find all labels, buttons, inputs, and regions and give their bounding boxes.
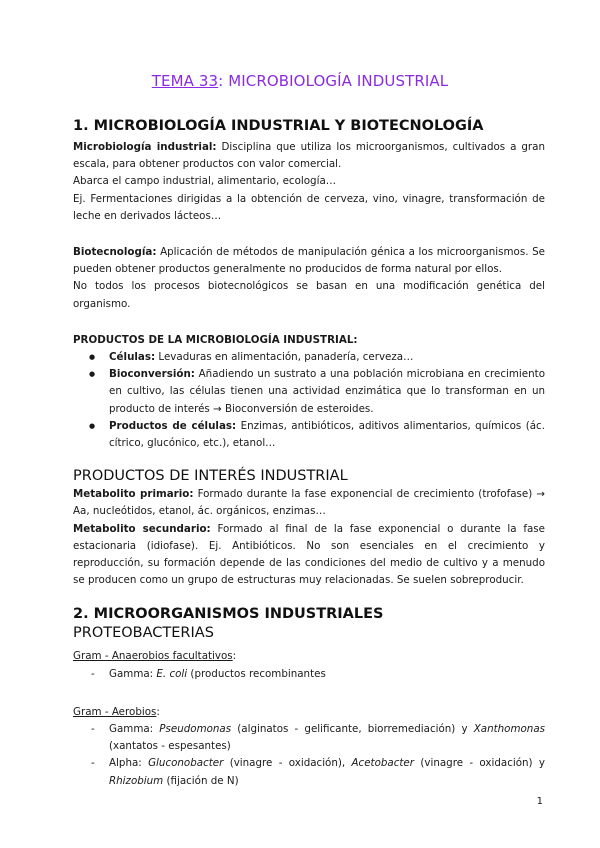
item-label: Productos de células: xyxy=(109,419,237,432)
item-text: (productos recombinantes xyxy=(187,667,326,680)
item-text: Levaduras en alimentación, panadería, cerveza… xyxy=(155,351,414,364)
list-item xyxy=(73,349,545,366)
list-item xyxy=(73,721,545,755)
page-number: 1 xyxy=(536,796,543,807)
paragraph-microbiologia xyxy=(73,139,545,173)
species-name: E. coli xyxy=(156,667,188,680)
list-item xyxy=(73,755,545,789)
term-text: Formado durante la fase exponencial de crecimiento (trofofase) → Aa, nucleótidos, etanol, ác. orgánicos, enzimas… xyxy=(73,488,545,518)
list-item xyxy=(73,666,545,683)
item-text: Alpha: xyxy=(109,757,149,770)
group-label: Gram - Aerobios xyxy=(73,705,157,718)
term-text: Aplicación de métodos de manipulación génica a los microorganismos. Se pueden obtener productos generalmente no producidos de forma natural por ellos. xyxy=(73,246,545,276)
paragraph-metabolito-primario xyxy=(73,486,545,520)
productos-list xyxy=(73,349,545,452)
term-label: Biotecnología: xyxy=(73,246,157,259)
list-item xyxy=(73,366,545,418)
item-text: (vinagre - oxidación) y xyxy=(414,757,545,770)
item-text: (xantatos - espesantes) xyxy=(109,740,231,753)
group-label: Gram - Anaerobios facultativos xyxy=(73,650,233,663)
item-label: Células: xyxy=(109,351,156,364)
term-text: Formado al final de la fase exponencial o durante la fase estacionaria (idiofase). Ej. Antibióticos. No son esenciales en el crecimiento y reproducción, su formación depende de las condiciones del medio de cultivo y a menudo se producen como un grupo de estructuras muy relacionadas. Se suelen sobreproducir. xyxy=(73,522,546,587)
group-colon: : xyxy=(232,650,237,663)
page-title xyxy=(0,72,600,90)
list-item xyxy=(73,418,545,452)
item-text: (alginatos - gelificante, biorremediación) y xyxy=(231,723,474,736)
section-heading-2: 2. MICROORGANISMOS INDUSTRIALES xyxy=(73,606,384,623)
item-label: Bioconversión: xyxy=(109,368,195,381)
species-name: Rhizobium xyxy=(109,774,164,787)
species-name: Pseudomonas xyxy=(159,723,232,736)
term-label: Metabolito primario: xyxy=(73,488,194,501)
paragraph-abarca: Abarca el campo industrial, alimentario, ecología… xyxy=(73,175,337,188)
item-text: Gamma: xyxy=(109,667,157,680)
group-anaerobios xyxy=(73,644,545,665)
paragraph-metabolito-secundario xyxy=(73,521,545,590)
content xyxy=(73,118,545,790)
species-name: Gluconobacter xyxy=(148,757,224,770)
section-heading-productos: PRODUCTOS DE INTERÉS INDUSTRIAL xyxy=(73,468,348,485)
term-label: Microbiología industrial: xyxy=(73,141,217,153)
paragraph-ejemplo: Ej. Fermentaciones dirigidas a la obtención de cerveza, vino, vinagre, transformación de leche en derivados lácteos… xyxy=(73,192,545,222)
aerobios-list xyxy=(73,721,545,790)
group-colon: : xyxy=(156,705,160,718)
species-name: Xanthomonas xyxy=(473,723,546,736)
title-link[interactable]: TEMA 33 xyxy=(151,72,219,90)
title-text: : MICROBIOLOGÍA INDUSTRIAL xyxy=(218,72,449,90)
item-text: (vinagre - oxidación), xyxy=(223,757,352,770)
section-heading-1: 1. MICROBIOLOGÍA INDUSTRIAL Y BIOTECNOLOGÍA xyxy=(73,118,484,134)
item-text: (fijación de N) xyxy=(163,774,239,787)
anaerobios-list xyxy=(73,666,545,683)
item-text: Añadiendo un sustrato a una población microbiana en crecimiento en cultivo, las células tienen una actividad enzimática que lo transforman en un producto de interés → Bioconversión de esteroides. xyxy=(109,368,545,415)
paragraph-bio-note: No todos los procesos biotecnológicos se basan en una modificación genética del organismo. xyxy=(73,280,545,310)
group-aerobios xyxy=(73,700,545,721)
productos-heading: PRODUCTOS DE LA MICROBIOLOGÍA INDUSTRIAL: xyxy=(73,333,358,346)
subheading-proteobacterias: PROTEOBACTERIAS xyxy=(73,625,214,642)
item-text: Gamma: xyxy=(109,723,160,736)
term-text: Disciplina que utiliza los microorganismos, cultivados a gran escala, para obtener productos con valor comercial. xyxy=(73,141,545,171)
paragraph-biotecnologia xyxy=(73,244,545,278)
term-label: Metabolito secundario: xyxy=(73,522,211,535)
item-text: Enzimas, antibióticos, aditivos alimentarios, químicos (ác. cítrico, glucónico, etc.), etanol… xyxy=(109,419,545,450)
species-name: Acetobacter xyxy=(351,757,415,770)
